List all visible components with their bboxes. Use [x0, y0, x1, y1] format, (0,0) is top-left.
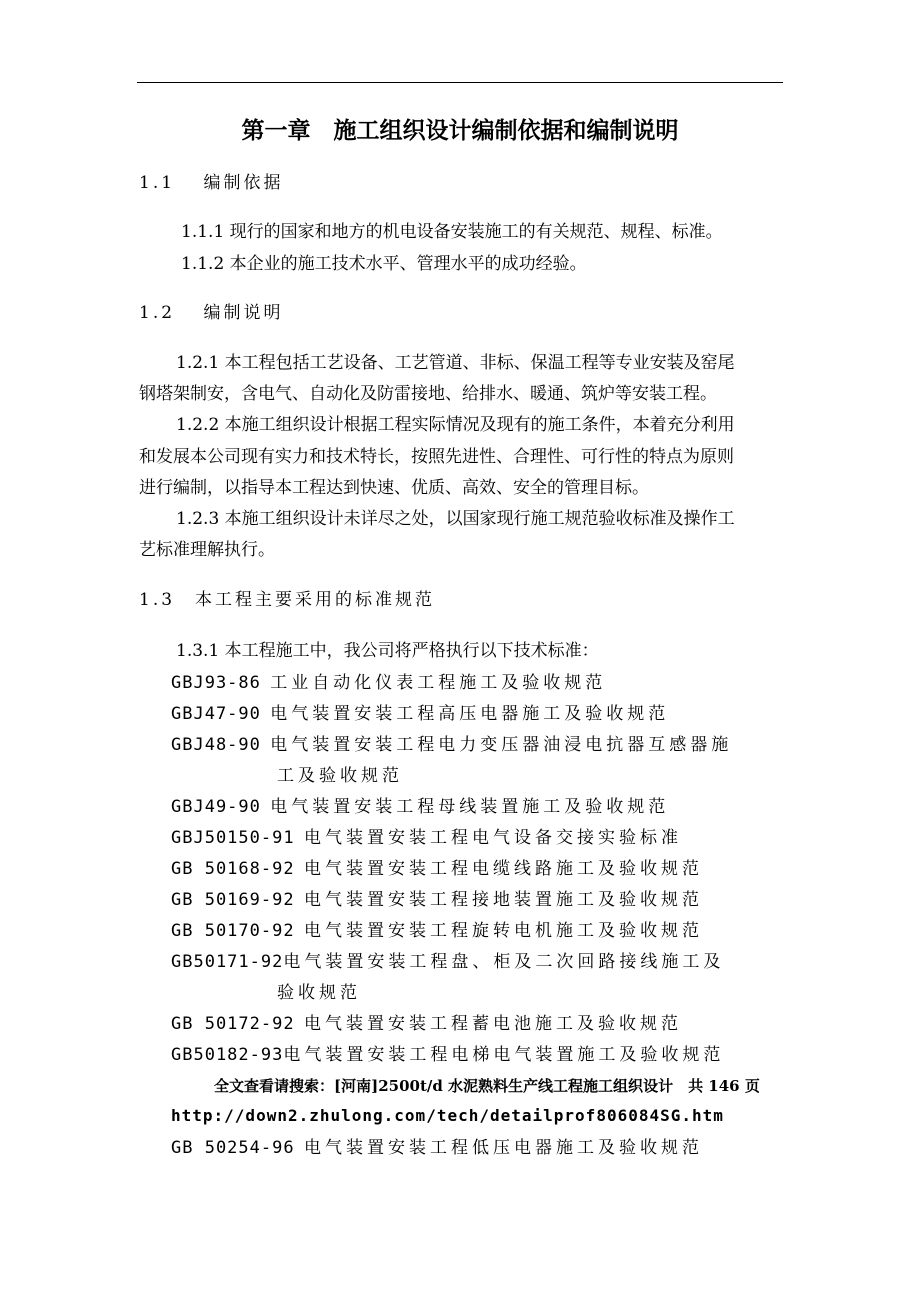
item-1-3-1-intro: 1.3.1 本工程施工中，我公司将严格执行以下技术标准：	[176, 641, 599, 661]
para-1-2-3-line1: 1.2.3 本施工组织设计未详尽之处，以国家现行施工规范验收标准及操作工	[176, 509, 735, 529]
para-1-2-1-line1: 1.2.1 本工程包括工艺设备、工艺管道、非标、保温工程等专业安装及窑尾	[176, 353, 735, 373]
standard-name: 电气装置安装工程旋转电机施工及验收规范	[304, 921, 703, 941]
footer-url-link[interactable]: http://down2.zhulong.com/tech/detailprof806084SG.htm	[171, 1106, 724, 1125]
standard-row	[171, 1137, 703, 1159]
standard-name: 电气装置安装工程电缆线路施工及验收规范	[304, 859, 703, 879]
standard-name: 电气装置安装工程母线装置施工及验收规范	[270, 797, 670, 817]
item-1-1-2: 1.1.2 本企业的施工技术水平、管理水平的成功经验。	[181, 254, 587, 274]
standard-row	[171, 858, 703, 880]
para-1-2-1-line2: 钢塔架制安，含电气、自动化及防雷接地、给排水、暖通、筑炉等安装工程。	[139, 384, 717, 404]
standard-row	[171, 920, 703, 942]
standard-code: GB 50254-96	[171, 1138, 295, 1158]
item-1-1-1: 1.1.1 现行的国家和地方的机电设备安装施工的有关规范、规程、标准。	[181, 222, 723, 242]
standard-row	[171, 827, 682, 849]
standard-row	[171, 796, 669, 818]
standard-row	[171, 672, 606, 694]
standard-code: GBJ47-90	[171, 704, 261, 724]
standard-code: GB 50168-92	[171, 859, 295, 879]
standard-code: GBJ50150-91	[171, 828, 295, 848]
standard-name: 工业自动化仪表工程施工及验收规范	[270, 673, 607, 693]
standard-name: 电气装置安装工程电梯电气装置施工及验收规范	[283, 1045, 725, 1065]
section-heading-1-1: 1.1 编制依据	[139, 173, 284, 193]
standard-name: 电气装置安装工程电气设备交接实验标准	[304, 828, 682, 848]
standard-name: 电气装置安装工程低压电器施工及验收规范	[304, 1138, 703, 1158]
standard-code: GB50182-93	[171, 1045, 284, 1065]
standard-code: GB 50169-92	[171, 890, 295, 910]
standard-row	[171, 889, 703, 911]
footer-search-text: 全文查看请搜索：[河南]2500t/d 水泥熟料生产线工程施工组织设计 共 146 页	[214, 1077, 760, 1095]
standard-name: 电气装置安装工程蓄电池施工及验收规范	[304, 1014, 682, 1034]
standard-code: GBJ49-90	[171, 797, 261, 817]
standard-row	[171, 951, 724, 973]
standard-name-continuation: 工及验收规范	[277, 766, 403, 786]
para-1-2-3-line2: 艺标准理解执行。	[139, 540, 275, 560]
standard-row	[171, 703, 669, 725]
standard-name: 电气装置安装工程电力变压器油浸电抗器互感器施	[270, 735, 733, 755]
standard-code: GB 50170-92	[171, 921, 295, 941]
standard-name: 电气装置安装工程高压电器施工及验收规范	[270, 704, 670, 724]
header-rule	[137, 82, 783, 83]
standard-name: 电气装置安装工程接地装置施工及验收规范	[304, 890, 703, 910]
standard-row	[171, 1044, 724, 1066]
chapter-title: 第一章 施工组织设计编制依据和编制说明	[241, 118, 679, 144]
section-heading-1-3: 1.3 本工程主要采用的标准规范	[139, 590, 436, 610]
standard-code: GBJ93-86	[171, 673, 261, 693]
section-heading-1-2: 1.2 编制说明	[139, 303, 284, 323]
standard-name: 电气装置安装工程盘、柜及二次回路接线施工及	[283, 952, 725, 972]
para-1-2-2-line2: 和发展本公司现有实力和技术特长，按照先进性、合理性、可行性的特点为原则	[139, 447, 734, 467]
para-1-2-2-line1: 1.2.2 本施工组织设计根据工程实际情况及现有的施工条件，本着充分利用	[176, 415, 735, 435]
standard-code: GB 50172-92	[171, 1014, 295, 1034]
standard-code: GB50171-92	[171, 952, 284, 972]
standard-row	[171, 1013, 682, 1035]
standard-name-continuation: 验收规范	[277, 983, 361, 1003]
standard-row	[171, 734, 732, 756]
para-1-2-2-line3: 进行编制，以指导本工程达到快速、优质、高效、安全的管理目标。	[139, 478, 649, 498]
standard-code: GBJ48-90	[171, 735, 261, 755]
